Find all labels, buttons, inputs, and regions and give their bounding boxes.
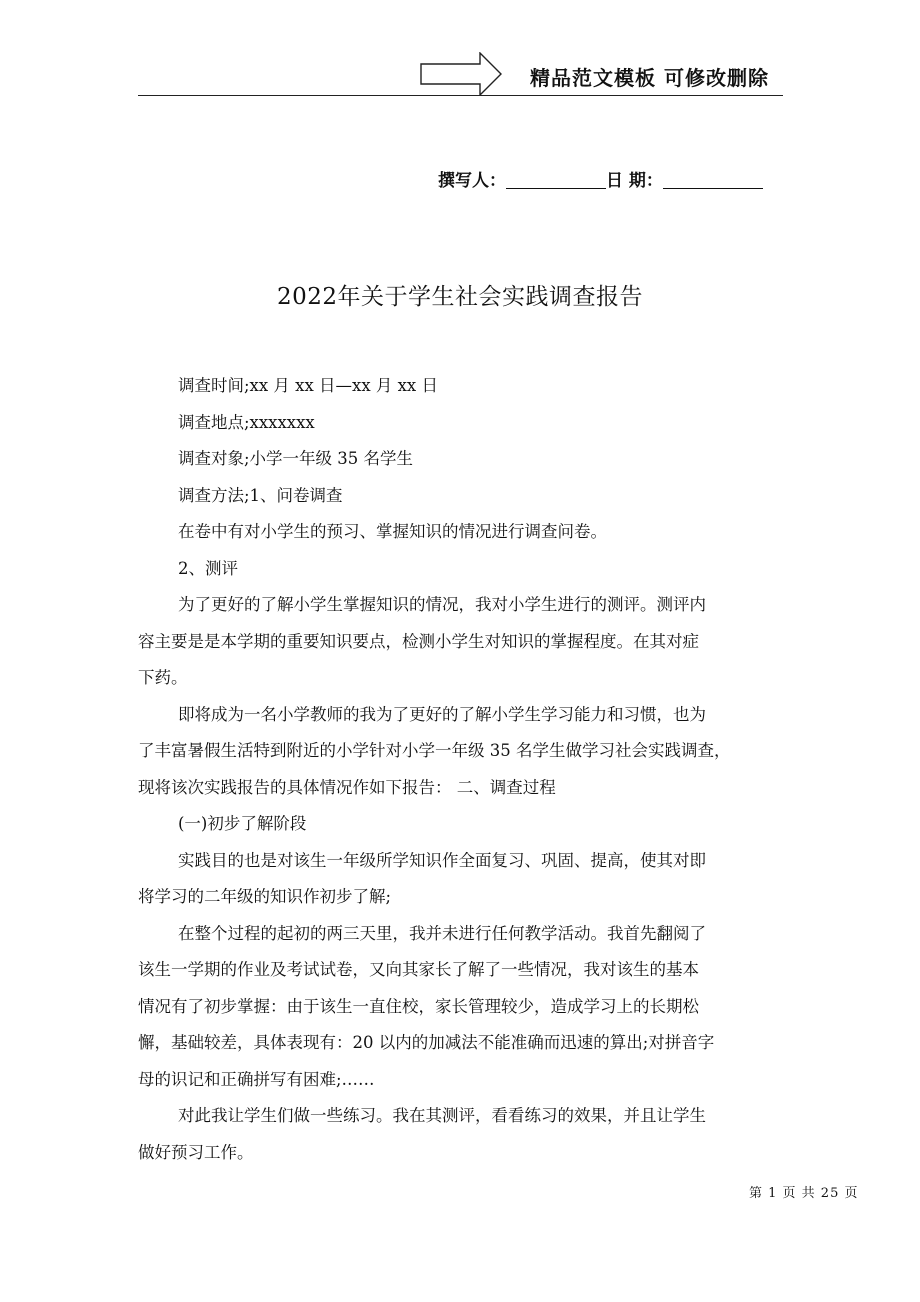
paragraph-line: 实践目的也是对该生一年级所学知识作全面复习、巩固、提高，使其对即 bbox=[178, 850, 706, 870]
header-divider bbox=[138, 95, 783, 96]
paragraph-line: 了丰富暑假生活特到附近的小学针对小学一年级 35 名学生做学习社会实践调查， bbox=[138, 741, 731, 760]
paragraph-line: 懈，基础较差，具体表现有：20 以内的加减法不能准确而迅速的算出;对拼音字 bbox=[138, 1033, 715, 1052]
paragraph bbox=[138, 478, 783, 515]
page-number: 第 1 页 共 25 页 bbox=[749, 1186, 859, 1201]
template-banner-label: 精品范文模板 可修改删除 bbox=[530, 66, 769, 90]
author-label: 撰写人： bbox=[438, 171, 506, 191]
paragraph-line: 该生一学期的作业及考试试卷，又向其家长了解了一些情况，我对该生的基本 bbox=[138, 960, 699, 979]
paragraph bbox=[138, 806, 783, 843]
report-body bbox=[138, 368, 783, 1171]
date-label: 日 期： bbox=[606, 171, 663, 191]
paragraph bbox=[138, 843, 783, 916]
signature-line bbox=[438, 166, 763, 191]
paragraph-line: 将学习的二年级的知识作初步了解; bbox=[138, 887, 392, 906]
report-title: 2022年关于学生社会实践调查报告 bbox=[276, 284, 644, 310]
paragraph bbox=[138, 916, 783, 1099]
paragraph-line: 容主要是是本学期的重要知识要点，检测小学生对知识的掌握程度。在其对症 bbox=[138, 631, 699, 651]
paragraph-line: 现将该次实践报告的具体情况作如下报告： 二、调查过程 bbox=[138, 777, 556, 797]
paragraph-line: 对此我让学生们做一些练习。我在其测评，看看练习的效果，并且让学生 bbox=[178, 1106, 706, 1125]
paragraph bbox=[138, 697, 783, 807]
paragraph-line: 做好预习工作。 bbox=[138, 1142, 254, 1162]
paragraph bbox=[138, 441, 783, 478]
paragraph bbox=[138, 587, 783, 697]
paragraph-line: 下药。 bbox=[138, 668, 188, 687]
author-blank-field bbox=[506, 170, 606, 189]
paragraph-line: 调查地点;xxxxxxx bbox=[178, 412, 315, 432]
paragraph bbox=[138, 551, 783, 588]
paragraph-line: 在整个过程的起初的两三天里，我并未进行任何教学活动。我首先翻阅了 bbox=[178, 923, 706, 943]
paragraph bbox=[138, 1098, 783, 1171]
paragraph-line: (一)初步了解阶段 bbox=[178, 814, 307, 833]
paragraph-line: 调查方法;1、问卷调查 bbox=[178, 485, 343, 505]
date-blank-field bbox=[663, 170, 763, 189]
paragraph-line: 母的识记和正确拼写有困难;…… bbox=[138, 1069, 375, 1089]
paragraph bbox=[138, 514, 783, 551]
paragraph-line: 调查对象;小学一年级 35 名学生 bbox=[178, 449, 414, 468]
paragraph-line: 情况有了初步掌握：由于该生一直住校，家长管理较少，造成学习上的长期松 bbox=[138, 996, 699, 1016]
paragraph-line: 在卷中有对小学生的预习、掌握知识的情况进行调查问卷。 bbox=[178, 522, 607, 541]
paragraph bbox=[138, 405, 783, 442]
paragraph-line: 为了更好的了解小学生掌握知识的情况，我对小学生进行的测评。测评内 bbox=[178, 595, 706, 614]
paragraph-line: 2、测评 bbox=[178, 558, 238, 578]
paragraph bbox=[138, 368, 783, 405]
paragraph-line: 调查时间;xx 月 xx 日—xx 月 xx 日 bbox=[178, 376, 438, 395]
paragraph-line: 即将成为一名小学教师的我为了更好的了解小学生学习能力和习惯，也为 bbox=[178, 704, 706, 724]
arrow-right-icon bbox=[420, 52, 502, 96]
